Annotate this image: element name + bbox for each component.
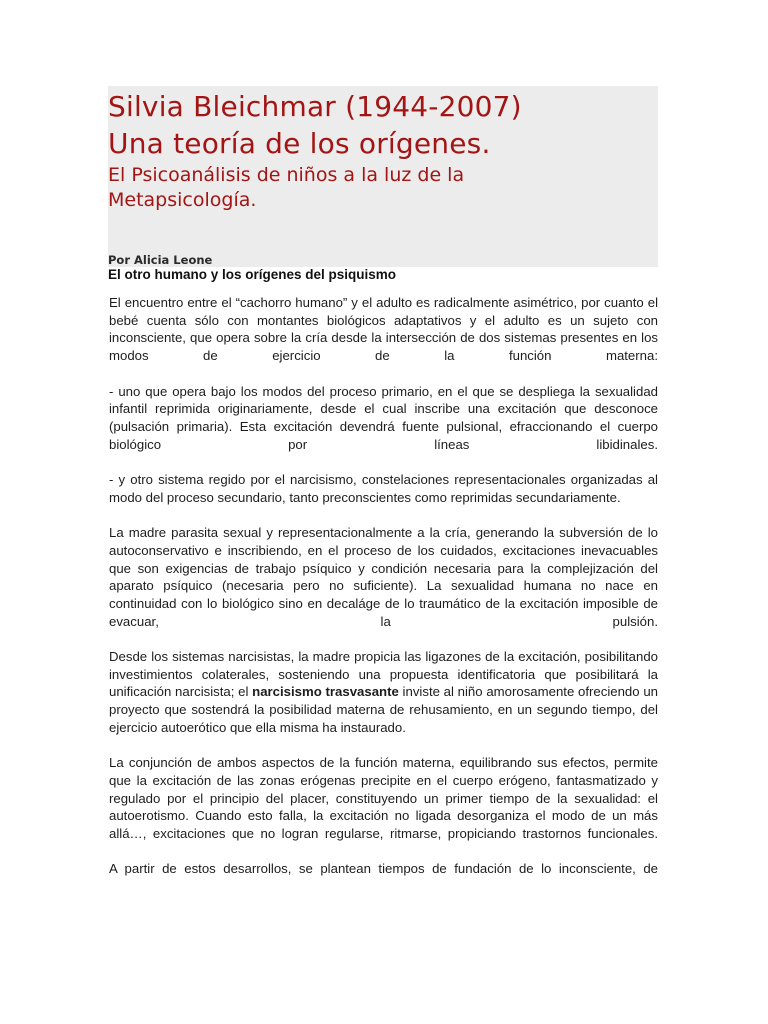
paragraph-2: - uno que opera bajo los modos del proceso primario, en el que se despliega la sexualidad infantil reprimida originariamente, desde el cual inscribe una excitación que desconoce (pulsación primaria). Esta excitación devendrá fuente pulsional, efraccionando el cuerpo biológico por líneas libidinales.: [109, 383, 658, 452]
article-body: [109, 294, 658, 896]
title-line-1: Silvia Bleichmar (1944-2007): [108, 90, 522, 123]
paragraph-1: El encuentro entre el “cachorro humano” y el adulto es radicalmente asimétrico, por cuanto el bebé cuenta sólo con montantes biológicos adaptativos y el adulto es un sujeto con inconsciente, que opera sobre la cría desde la intersección de dos sistemas presentes en los modos de ejercicio de la función materna:: [109, 295, 658, 364]
paragraph-5-text-end: inviste al niño amorosamente ofreciendo un proyecto que sostendrá la posibilidad materna de rehusamiento, en un segundo tiempo, del ejercicio autoerótico que ella misma ha instaurado.: [109, 684, 659, 735]
paragraph-6: La conjunción de ambos aspectos de la función materna, equilibrando sus efectos, permite que la excitación de las zonas erógenas precipite en el cuerpo erógeno, fantasmatizado y regulado por el principio del placer, constituyendo un primer tiempo de la sexualidad: el autoerotismo. Cuando esto falla, la excitación no ligada desorganiza el modo de un más allá…, excitaciones que no logran regularse, ritmarse, propiciando trastornos funcionales.: [109, 755, 658, 842]
document-subtitle: [108, 163, 464, 213]
subtitle-line-1: El Psicoanálisis de niños a la luz de la: [108, 164, 465, 186]
title-line-2: Una teoría de los orígenes.: [108, 127, 491, 160]
paragraph-3: - y otro sistema regido por el narcisismo, constelaciones representacionales organizadas al modo del proceso secundario, tanto preconscientes como reprimidas secundariamente.: [109, 472, 658, 505]
paragraph-5: [109, 648, 658, 737]
section-heading: El otro humano y los orígenes del psiquismo: [108, 267, 397, 282]
paragraph-5-text-start: Desde los sistemas narcisistas, la madre propicia las ligazones de la excitación, posibilitando investimientos colaterales, sosteniendo una propuesta identificatoria que posibilitará la unificación narcisista; el: [109, 649, 658, 700]
bold-term-narcisismo-trasvasante: narcisismo trasvasante: [252, 684, 399, 700]
paragraph-7: A partir de estos desarrollos, se plantean tiempos de fundación de lo inconsciente, de: [109, 861, 658, 877]
author-byline: Por Alicia Leone: [108, 253, 213, 267]
document-title: [108, 88, 522, 162]
paragraph-4: La madre parasita sexual y representacionalmente a la cría, generando la subversión de lo autoconservativo e inscribiendo, en el proceso de los cuidados, excitaciones inevacuables que son exigencias de trabajo psíquico y condición necesaria para la complejización del aparato psíquico (necesaria pero no suficiente). La sexualidad humana no nace en continuidad con lo biológico sino en decaláge de lo traumático de la excitación imposible de evacuar, la pulsión.: [109, 525, 658, 629]
subtitle-line-2: Metapsicología.: [108, 189, 257, 211]
